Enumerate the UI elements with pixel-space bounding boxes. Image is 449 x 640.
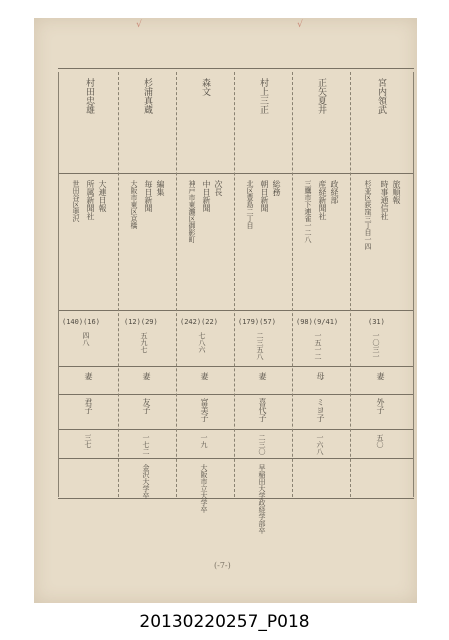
rank-cell: (242)(22): [180, 318, 218, 326]
relation-cell: 妻: [376, 372, 385, 380]
address-cell: 三鷹市下連雀一二八: [304, 180, 312, 243]
table-border-left: [58, 72, 59, 497]
archive-id-caption: 20130220257_P018: [139, 612, 310, 632]
column-divider-1: [118, 72, 119, 497]
age-cell: 四八: [82, 332, 90, 346]
family-name-cell: 外子: [376, 398, 385, 414]
count-cell: 二三〇: [258, 434, 266, 455]
table-border-right: [413, 72, 414, 497]
address-cell: 世田谷区奥沢: [72, 180, 80, 222]
age-cell: 五九七: [140, 332, 148, 353]
org-cell: 産経新聞社: [318, 180, 327, 220]
column-divider-5: [350, 72, 351, 497]
address-cell: 杉並区荻窪三丁目一四: [364, 180, 372, 250]
count-cell: 三七: [84, 434, 92, 448]
family-name-cell: 富美子: [200, 398, 209, 422]
column-header: 森文: [200, 78, 210, 96]
family-name-cell: ミヨ子: [316, 398, 325, 422]
family-name-cell: 友子: [142, 398, 151, 414]
rank-cell: (31): [368, 318, 385, 326]
relation-cell: 妻: [200, 372, 209, 380]
table-rule-kids: [58, 458, 414, 459]
table-rule-header: [58, 173, 414, 174]
column-header: 村田忠雄: [84, 78, 94, 114]
column-divider-2: [176, 72, 177, 497]
group-cell: 旅順報: [392, 180, 401, 204]
table-rule-numbers: [58, 366, 414, 367]
table-rule-name: [58, 429, 414, 430]
note-cell: 金沢大学卒: [142, 464, 150, 499]
family-name-cell: 喜代子: [258, 398, 267, 422]
red-check-mark-1: √: [136, 20, 142, 30]
count-cell: 一七二: [142, 434, 150, 455]
relation-cell: 妻: [84, 372, 93, 380]
rank-cell: (12)(29): [124, 318, 158, 326]
note-cell: 早稲田大学政経学部卒: [258, 464, 266, 534]
count-cell: 一九: [200, 434, 208, 448]
group-cell: 総務: [272, 180, 281, 196]
note-cell: 大阪市立大学卒: [200, 464, 208, 513]
table-rule-address: [58, 310, 414, 311]
age-cell: 一五一二: [314, 332, 322, 360]
rank-cell: (98)(9/41): [296, 318, 339, 326]
address-cell: 神戸市東灘区御影町: [188, 180, 196, 243]
family-name-cell: 君子: [84, 398, 93, 414]
column-header: 杉浦真蔵: [142, 78, 152, 114]
column-header: 宮内領武: [376, 78, 386, 114]
address-cell: 大阪市東区京橋: [130, 180, 138, 229]
age-cell: 七八六: [198, 332, 206, 353]
document-page: [34, 18, 417, 603]
org-cell: 中日新聞: [202, 180, 211, 212]
count-cell: 五〇: [376, 434, 384, 448]
group-cell: 次長: [214, 180, 223, 196]
age-cell: 二三五八: [256, 332, 264, 360]
count-cell: 一六八: [316, 434, 324, 455]
group-cell: 政経部: [330, 180, 339, 204]
table-rule-top: [58, 68, 414, 69]
table-rule-bottom: [58, 498, 414, 499]
column-header: 正矢夏井: [316, 78, 326, 114]
page-number: (-7-): [214, 561, 231, 570]
org-cell: 所属新聞社: [86, 180, 95, 220]
column-header: 村上三正: [258, 78, 268, 114]
org-cell: 時事通信社: [380, 180, 389, 220]
age-cell: 一〇三一: [372, 332, 380, 360]
address-cell: 北区豊島二丁目: [246, 180, 254, 229]
relation-cell: 妻: [258, 372, 267, 380]
group-cell: 大連日報: [98, 180, 107, 212]
group-cell: 編集: [156, 180, 165, 196]
rank-cell: (179)(57): [238, 318, 276, 326]
red-check-mark-2: √: [297, 20, 303, 30]
org-cell: 朝日新聞: [260, 180, 269, 212]
column-divider-4: [292, 72, 293, 497]
column-divider-3: [234, 72, 235, 497]
table-rule-relation: [58, 394, 414, 395]
rank-cell: (140)(16): [62, 318, 100, 326]
org-cell: 毎日新聞: [144, 180, 153, 212]
relation-cell: 母: [316, 372, 325, 380]
relation-cell: 妻: [142, 372, 151, 380]
